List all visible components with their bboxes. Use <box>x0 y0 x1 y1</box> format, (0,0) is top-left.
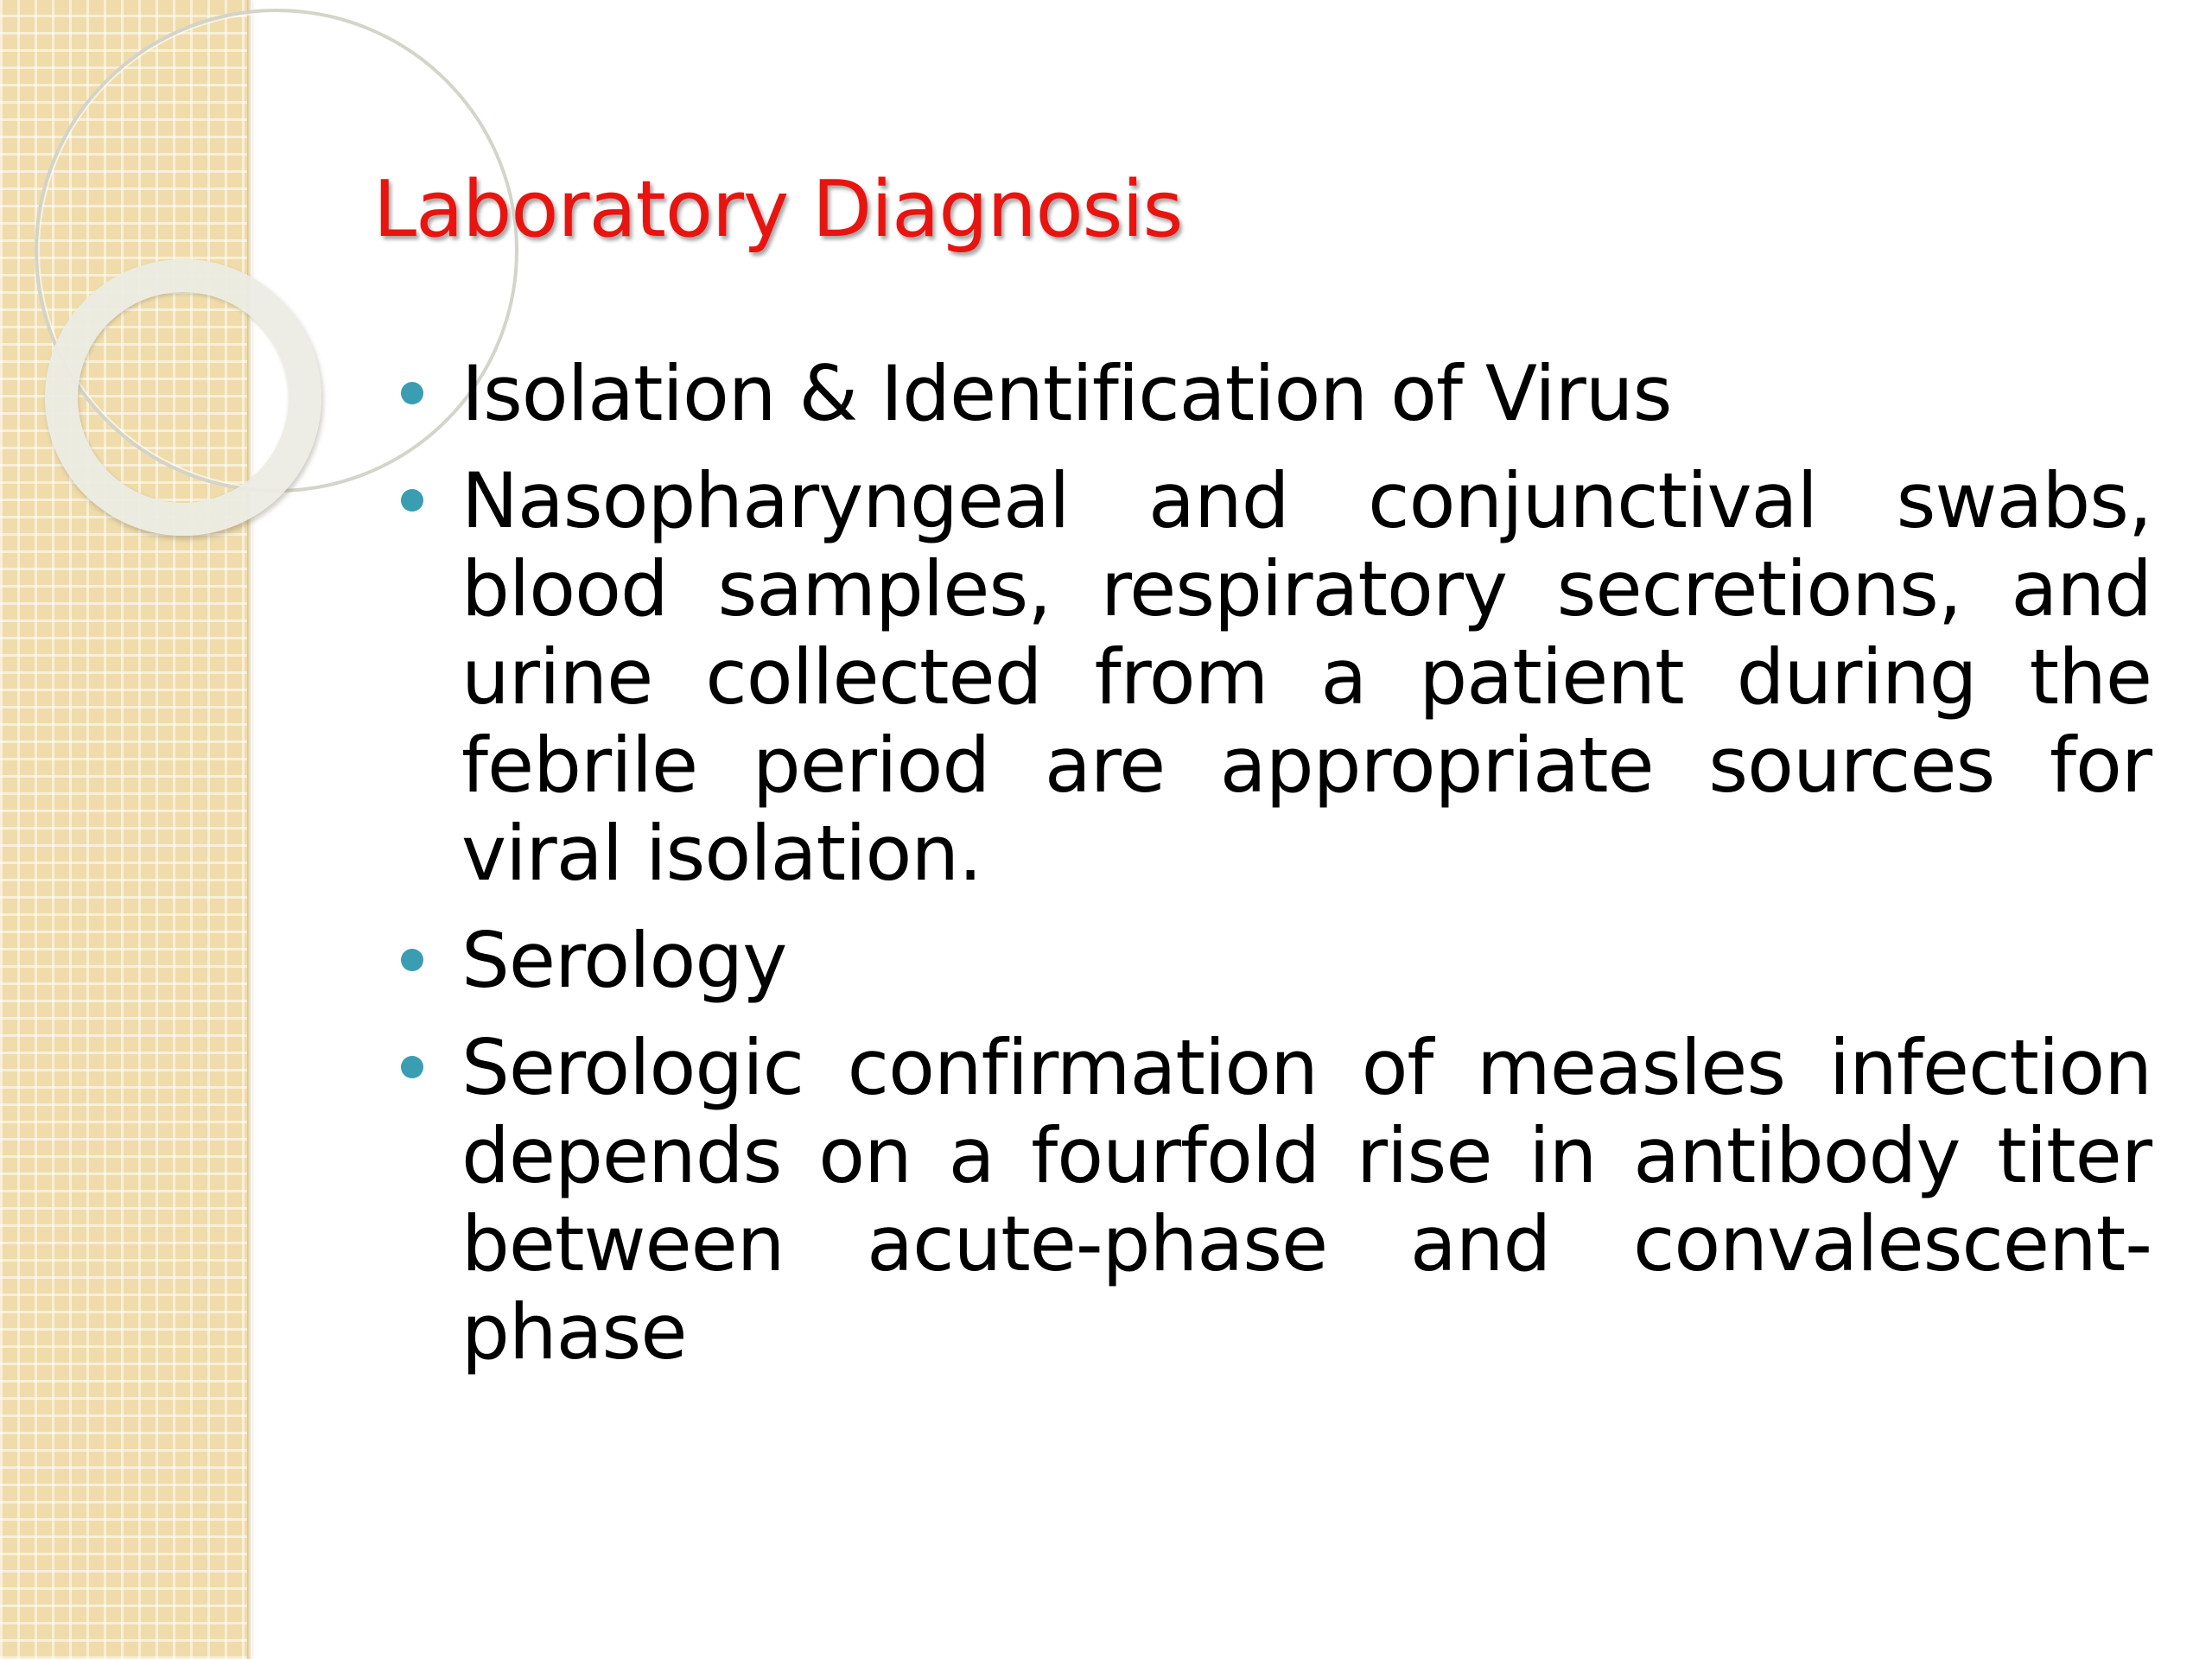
slide-title: Laboratory Diagnosis <box>373 164 1183 255</box>
bullet-text: Serologic confirmation of measles infection depends on a fourfold rise in antibody titer between acute-phase and convalescent-phase <box>461 1023 2152 1376</box>
bullet-item <box>389 1024 2152 1376</box>
decorative-ring-small <box>45 259 321 536</box>
bullet-dot-icon <box>401 382 423 404</box>
bullet-dot-icon <box>401 489 423 512</box>
bullet-item <box>389 917 2152 1005</box>
bullet-item <box>389 457 2152 898</box>
bullet-dot-icon <box>401 1056 423 1078</box>
bullet-text: Serology <box>461 916 787 1005</box>
bullet-list <box>389 350 2152 1395</box>
bullet-text: Nasopharyngeal and conjunctival swabs, blood samples, respiratory secretions, and urine collected from a patient during the febrile period are appropriate sources for viral isolation. <box>461 456 2152 898</box>
bullet-dot-icon <box>401 949 423 971</box>
bullet-text: Isolation & Identification of Virus <box>461 349 1672 438</box>
bullet-item <box>389 350 2152 438</box>
